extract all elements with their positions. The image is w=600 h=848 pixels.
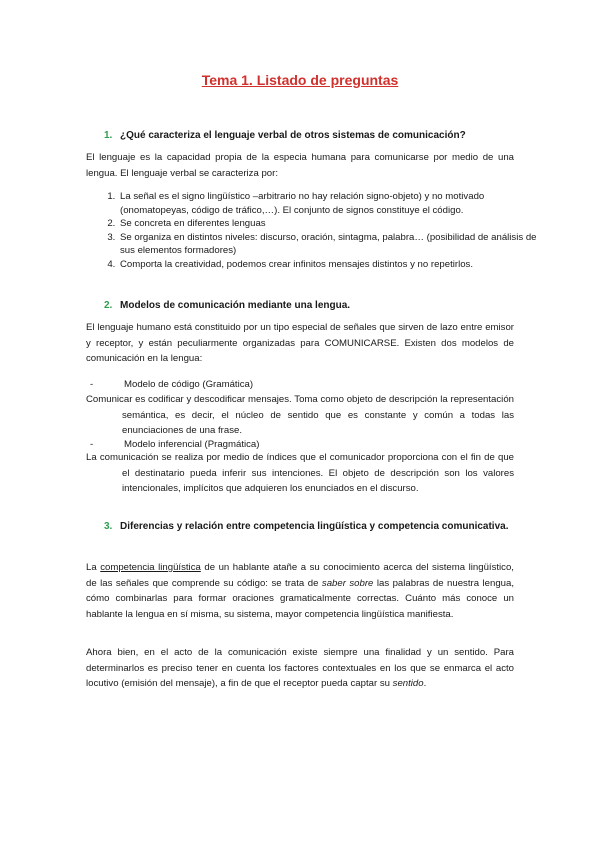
list-item: 4. Comporta la creatividad, podemos crear infinitos mensajes distintos y no repetirlos. [118,258,548,272]
section-3-number: 3. [104,521,113,532]
section-1-number: 1. [104,130,113,141]
list-item: 2. Se concreta en diferentes lenguas [118,217,548,231]
section-1-list [86,190,548,272]
section-2-title: Modelos de comunicación mediante una lengua. [120,300,351,311]
model-1-label-row [86,378,516,392]
section-3-heading [104,521,508,532]
section-3-paragraph-2 [86,645,514,692]
section-1-heading [104,130,466,141]
section-2-number: 2. [104,300,113,311]
text-run: La [86,562,101,573]
emphasis-saber-sobre: saber sobre [321,577,374,589]
emphasis-sentido: sentido [392,678,424,690]
model-1-description: Comunicar es codificar y descodificar mensajes. Toma como objeto de descripción la representación semántica, es decir, el núcleo de sentido que es constante y común a todas las enunciaciones de una frase. [86,394,514,437]
dash-bullet: - [90,379,94,390]
model-2-description: La comunicación se realiza por medio de índices que el comunicador proporciona con el fin de que el destinatario pueda inferir sus intenciones. El objeto de descripción son los valores intencionales, implícitos que adquieren los enunciados en el discurso. [86,452,514,495]
text-run: las palabras de nuestra lengua, cómo combinarlas para formar oraciones gramaticalmente correctas. Cuánto más conoce un hablante la lengua en sí misma, su sistema, mayor competencia lingüística manifiesta. [86,577,514,620]
model-2-label: Modelo inferencial (Pragmática) [124,439,260,450]
section-1-intro: El lenguaje es la capacidad propia de la especia humana para comunicarse por medio de una lengua. El lenguaje verbal se caracteriza por: [86,152,514,179]
text-run: Ahora bien, en el acto de la comunicación existe siempre una finalidad y un sentido. Para determinarlos es preciso tener en cuenta los factores contextuales en los que se enmarca el acto locutivo (emisión del mensaje), a fin de que el receptor pueda captar su [86,647,514,690]
section-2-intro: El lenguaje humano está constituido por un tipo especial de señales que sirven de lazo entre emisor y receptor, y están peculiarmente organizadas para COMUNICARSE. Existen dos modelos de comunicación en la lengua: [86,322,514,365]
model-1-label: Modelo de código (Gramática) [124,379,254,390]
text-run: de un hablante atañe a su conocimiento acerca del sistema lingüístico, de las señales que comprende su código: se trata de [86,562,514,589]
section-1-title: ¿Qué caracteriza el lenguaje verbal de otros sistemas de comunicación? [120,130,466,141]
list-item: 3. Se organiza en distintos niveles: discurso, oración, sintagma, palabra… (posibilidad de análisis de sus elementos formadores) [118,231,548,258]
page-title: Tema 1. Listado de preguntas [201,72,399,88]
dash-bullet: - [90,439,94,450]
section-3-paragraph-1 [86,560,514,622]
section-3-title: Diferencias y relación entre competencia lingüística y competencia comunicativa. [120,521,509,532]
text-run: . [423,678,427,690]
list-item: 1. La señal es el signo lingüístico –arbitrario no hay relación signo-objeto) y no motivado (onomatopeyas, código de tráfico,…). El conjunto de signos constituye el código. [118,190,548,217]
section-2-heading [104,300,350,311]
term-competencia-linguistica: competencia lingüística [100,562,201,573]
